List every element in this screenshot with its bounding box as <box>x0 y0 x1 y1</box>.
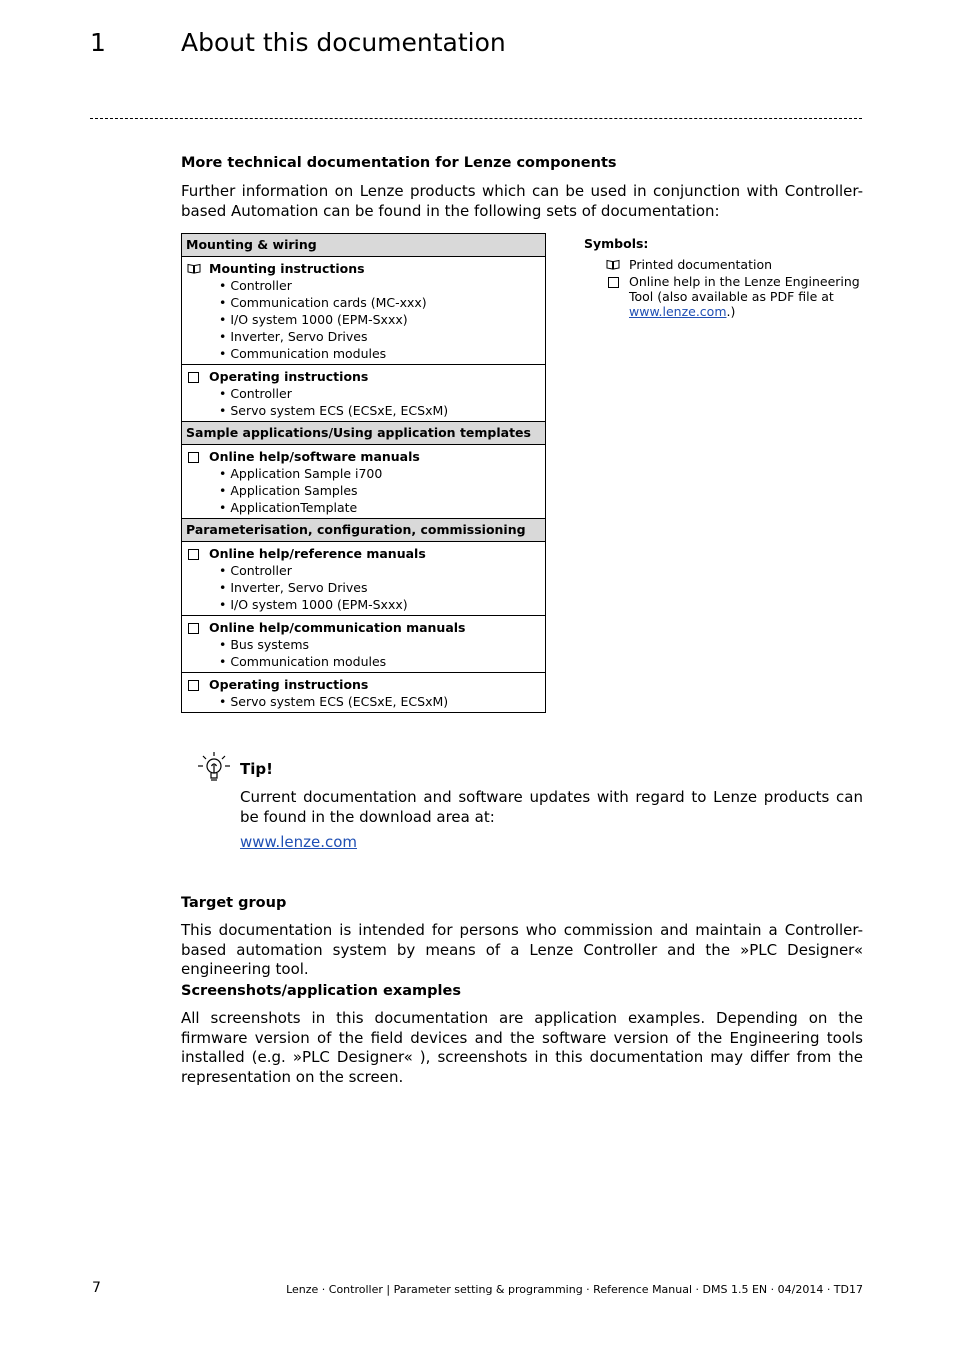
table-entry <box>182 542 545 616</box>
book-icon <box>187 263 199 274</box>
legend-online <box>584 274 864 319</box>
header-divider <box>90 118 862 119</box>
table-entry-item: • Servo system ECS (ECSxE, ECSxM) <box>219 694 449 709</box>
box-icon <box>188 372 199 383</box>
table-entry-title-row <box>182 619 545 636</box>
legend-printed <box>584 257 864 272</box>
box-icon <box>188 680 199 691</box>
tip-text: Current documentation and software updates with regard to Lenze products can be found in the download area at: <box>240 788 863 826</box>
symbols-legend <box>584 236 864 321</box>
table-entry-item: • Bus systems <box>219 637 310 652</box>
table-entry-title: Online help/communication manuals <box>209 620 466 635</box>
table-entry-item: • Servo system ECS (ECSxE, ECSxM) <box>219 403 449 418</box>
table-entry-item: • ApplicationTemplate <box>219 500 358 515</box>
table-entry-title-row <box>182 448 545 465</box>
legend-online-line2: Tool (also available as PDF file at <box>629 289 834 304</box>
table-entry-title: Mounting instructions <box>209 261 365 276</box>
chapter-number: 1 <box>90 28 106 57</box>
legend-printed-label: Printed documentation <box>629 257 773 272</box>
table-entry-item: • Communication modules <box>219 346 387 361</box>
symbols-title: Symbols: <box>584 236 649 251</box>
table-entry-title: Online help/reference manuals <box>209 546 426 561</box>
table-entry-item: • Controller <box>219 563 292 578</box>
tip-download-link[interactable]: www.lenze.com <box>240 833 358 851</box>
table-group-header: Mounting & wiring <box>182 234 545 257</box>
legend-online-link[interactable]: www.lenze.com <box>629 304 727 319</box>
table-entry-title-row <box>182 260 545 277</box>
table-entry-item: • Application Samples <box>219 483 358 498</box>
table-entry-title-row <box>182 676 545 693</box>
table-entry <box>182 616 545 673</box>
chapter-title: About this documentation <box>181 28 506 57</box>
book-icon <box>606 259 618 270</box>
table-entry-item: • I/O system 1000 (EPM-Sxxx) <box>219 312 408 327</box>
legend-online-tail: .) <box>726 304 736 319</box>
footer-text: Lenze · Controller | Parameter setting & programming · Reference Manual · DMS 1.5 EN · 04/2014 · TD17 <box>286 1283 863 1296</box>
documentation-table <box>181 233 546 713</box>
table-entry-title: Operating instructions <box>209 677 369 692</box>
lightbulb-icon <box>196 751 232 789</box>
page-number: 7 <box>92 1280 101 1296</box>
table-group-header: Parameterisation, configuration, commissioning <box>182 519 545 542</box>
table-entry <box>182 365 545 422</box>
table-entry-item: • Application Sample i700 <box>219 466 383 481</box>
screenshots-text: All screenshots in this documentation are application examples. Depending on the firmware version of the field devices and the software version of the Engineering tools installed (e.g. »PLC Designer« ), screenshots in this documentation may differ from the representation on the screen. <box>181 1009 863 1086</box>
box-icon <box>188 452 199 463</box>
table-entry-item: • Controller <box>219 278 292 293</box>
table-entry-title: Operating instructions <box>209 369 369 384</box>
table-entry <box>182 673 545 712</box>
screenshots-heading: Screenshots/application examples <box>181 983 461 999</box>
table-entry-item: • Controller <box>219 386 292 401</box>
table-entry-item: • Communication cards (MC-xxx) <box>219 295 427 310</box>
more-docs-heading: More technical documentation for Lenze components <box>181 155 617 171</box>
table-entry-item: • Inverter, Servo Drives <box>219 329 368 344</box>
box-icon <box>188 549 199 560</box>
table-entry-title-row <box>182 545 545 562</box>
box-icon <box>188 623 199 634</box>
tip-label: Tip! <box>240 760 273 778</box>
table-entry <box>182 445 545 519</box>
table-entry-title: Online help/software manuals <box>209 449 420 464</box>
table-entry-item: • Communication modules <box>219 654 387 669</box>
legend-online-line1: Online help in the Lenze Engineering <box>629 274 860 289</box>
table-entry-title-row <box>182 368 545 385</box>
table-entry-item: • Inverter, Servo Drives <box>219 580 368 595</box>
target-group-heading: Target group <box>181 895 287 911</box>
table-group-header: Sample applications/Using application templates <box>182 422 545 445</box>
table-entry-item: • I/O system 1000 (EPM-Sxxx) <box>219 597 408 612</box>
target-group-text: This documentation is intended for persons who commission and maintain a Controller-based automation system by means of a Lenze Controller and the »PLC Designer« engineering tool. <box>181 921 863 978</box>
table-entry <box>182 257 545 365</box>
more-docs-intro: Further information on Lenze products which can be used in conjunction with Controller-based Automation can be found in the following sets of documentation: <box>181 182 863 220</box>
box-icon <box>608 277 619 288</box>
